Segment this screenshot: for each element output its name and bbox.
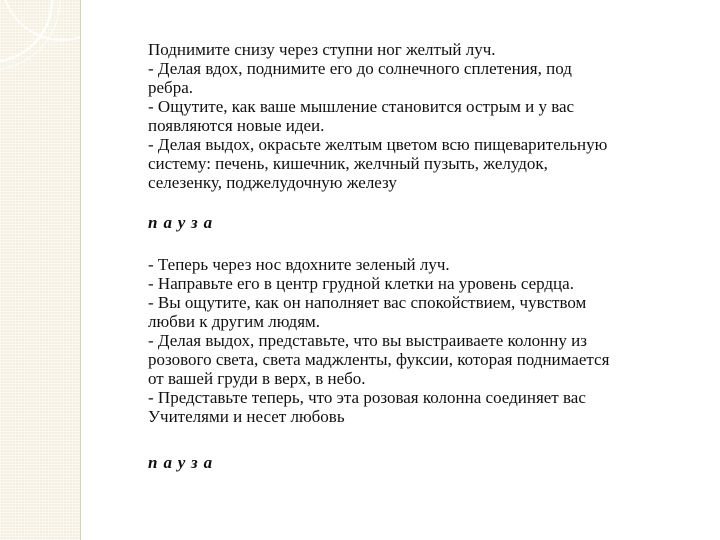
text-line: Поднимите снизу через ступни ног желтый луч. — [148, 40, 496, 59]
text-line: - Делая выдох, представьте, что вы выстраиваете колонну из — [148, 331, 587, 350]
text-line: любви к другим людям. — [148, 312, 321, 331]
green-ray-paragraph — [148, 255, 703, 426]
pause-label: пауза — [148, 453, 219, 472]
text-line: Учителями и несет любовь — [148, 407, 345, 426]
text-line: - Ощутите, как ваше мышление становится острым и у вас — [148, 97, 575, 116]
decorative-arcs — [0, 0, 80, 540]
text-line: - Направьте его в центр грудной клетки на уровень сердца. — [148, 274, 574, 293]
text-line: - Делая выдох, окрасьте желтым цветом всю пищеварительную — [148, 135, 608, 154]
decorative-side-panel — [0, 0, 80, 540]
panel-divider — [80, 0, 81, 540]
text-line: - Теперь через нос вдохните зеленый луч. — [148, 255, 450, 274]
text-line: появляются новые идеи. — [148, 116, 325, 135]
slide-text — [148, 40, 703, 472]
text-line: систему: печень, кишечник, желчный пузыть, желудок, — [148, 154, 548, 173]
text-line: от вашей груди в верх, в небо. — [148, 369, 366, 388]
text-line: ребра. — [148, 78, 193, 97]
text-line: селезенку, поджелудочную железу — [148, 173, 397, 192]
yellow-ray-paragraph — [148, 40, 703, 192]
text-line: - Вы ощутите, как он наполняет вас спокойствием, чувством — [148, 293, 587, 312]
text-line: розового света, света маджленты, фуксии, которая поднимается — [148, 350, 610, 369]
text-line: - Представьте теперь, что эта розовая колонна соединяет вас — [148, 388, 586, 407]
pause-label: пауза — [148, 213, 219, 232]
text-line: - Делая вдох, поднимите его до солнечного сплетения, под — [148, 59, 572, 78]
